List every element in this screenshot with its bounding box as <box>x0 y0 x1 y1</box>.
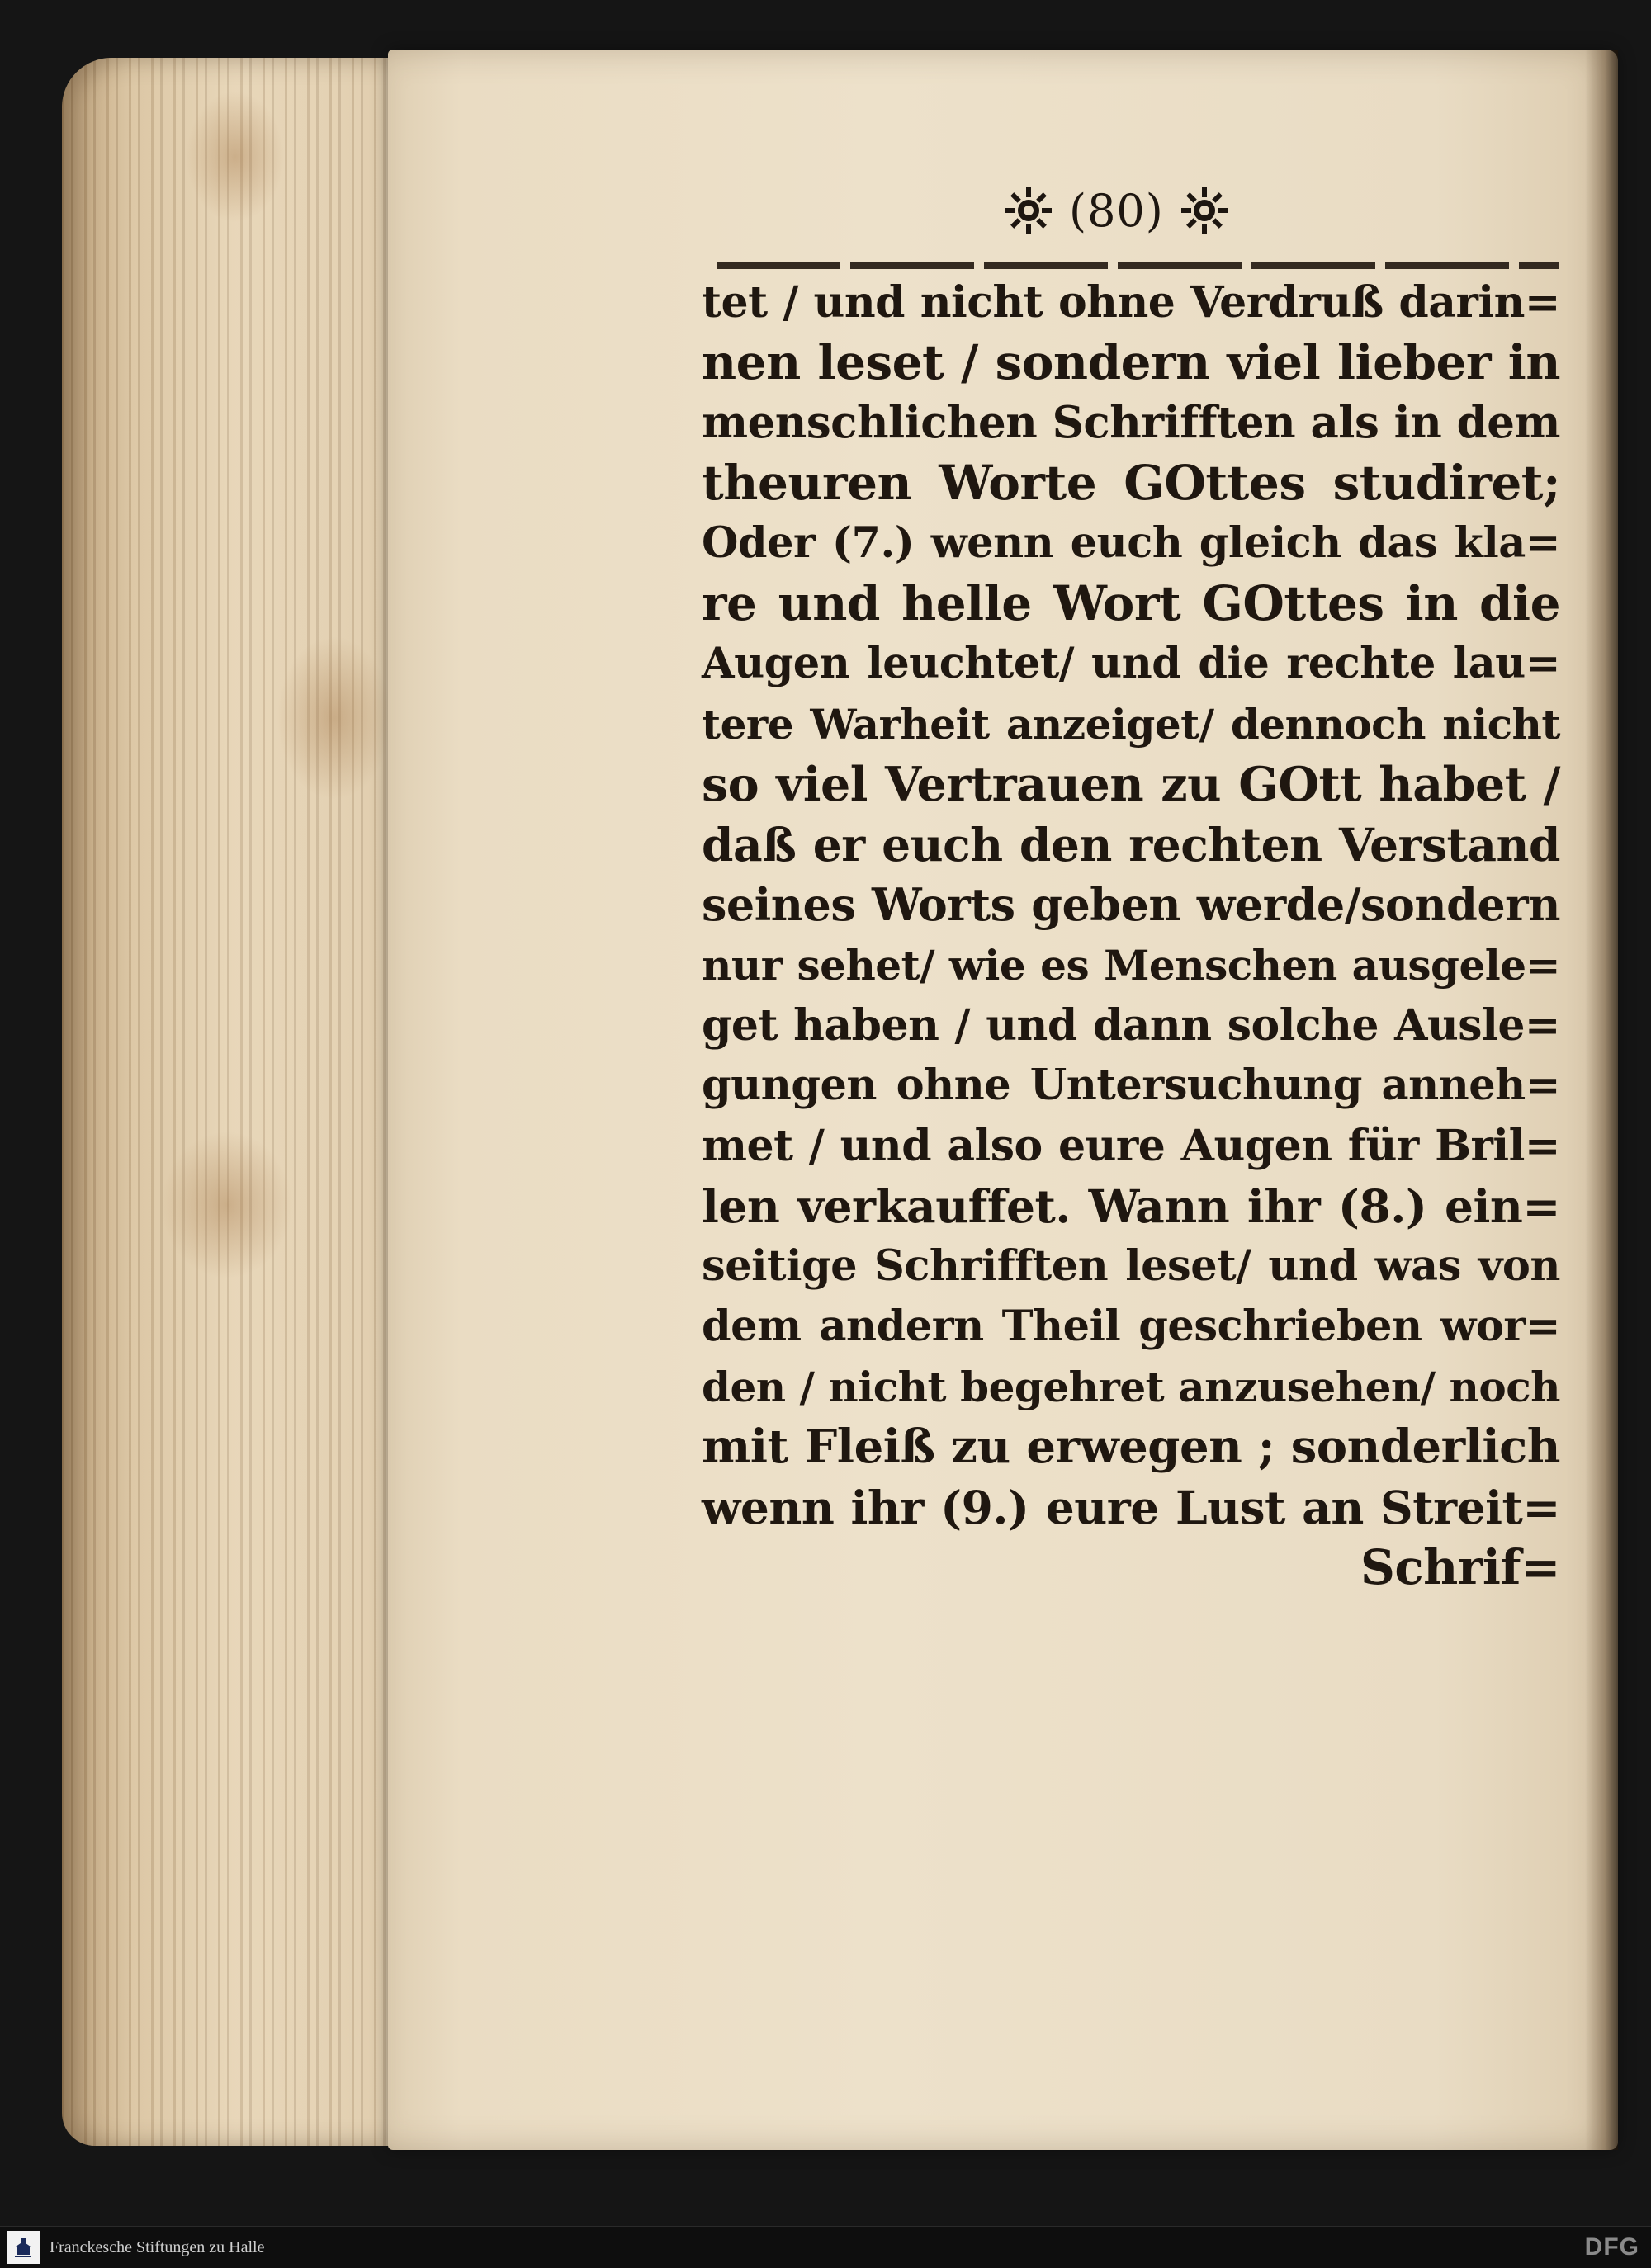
page-header <box>1003 173 1230 248</box>
catchword: Schrif= <box>1360 1539 1560 1595</box>
text-line: seitige Schrifften leset/ und was von <box>702 1241 1560 1291</box>
text-line: theuren Worte GOttes studiret; <box>702 455 1560 511</box>
text-line: wenn ihr (9.) eure Lust an Streit= <box>702 1481 1560 1534</box>
dfg-logo: DFG <box>1584 2233 1639 2261</box>
text-line: seines Worts geben werde/sondern <box>702 878 1560 931</box>
text-line: len verkauffet. Wann ihr (8.) ein= <box>702 1179 1560 1233</box>
text-line: nen leset / sondern viel lieber in <box>702 334 1560 390</box>
text-line: daß er euch den rechten Verstand <box>702 818 1560 872</box>
text-line: menschlichen Schrifften als in dem <box>702 397 1560 448</box>
viewer-footer <box>0 2226 1651 2268</box>
institution-name: Franckesche Stiftungen zu Halle <box>50 2237 265 2256</box>
body-text <box>702 272 1560 1598</box>
paper-stain <box>161 1131 293 1279</box>
text-line: dem andern Theil geschrieben wor= <box>702 1302 1560 1351</box>
text-line: tet / und nicht ohne Verdruß darin= <box>702 277 1560 328</box>
text-line: so viel Vertrauen zu GOtt habet / <box>702 757 1560 812</box>
page-number: (80) <box>1069 184 1164 237</box>
ornament-icon <box>1179 185 1230 236</box>
paper-stain <box>277 636 392 801</box>
text-line: mit Fleiß zu erwegen ; sonderlich <box>702 1420 1560 1474</box>
text-line: re und helle Wort GOttes in die <box>702 575 1560 631</box>
page-gutter-shadow <box>1585 50 1618 2150</box>
text-line: get haben / und dann solche Ausle= <box>702 1000 1560 1051</box>
text-line: met / und also eure Augen für Bril= <box>702 1121 1560 1171</box>
text-line: nur sehet/ wie es Menschen ausgele= <box>702 941 1560 990</box>
header-rule <box>717 262 1559 269</box>
foundation-emblem-icon <box>11 2235 35 2260</box>
text-line: gungen ohne Untersuchung anneh= <box>702 1061 1560 1110</box>
text-line: den / nicht begehret anzusehen/ noch <box>702 1363 1560 1411</box>
paper-stain <box>186 91 285 223</box>
text-line: tere Warheit anzeiget/ dennoch nicht <box>702 700 1560 749</box>
institution-logo-icon <box>7 2231 40 2264</box>
text-line: Augen leuchtet/ und die rechte lau= <box>702 639 1560 688</box>
ornament-icon <box>1003 185 1054 236</box>
text-line: Oder (7.) wenn euch gleich das kla= <box>702 518 1560 568</box>
